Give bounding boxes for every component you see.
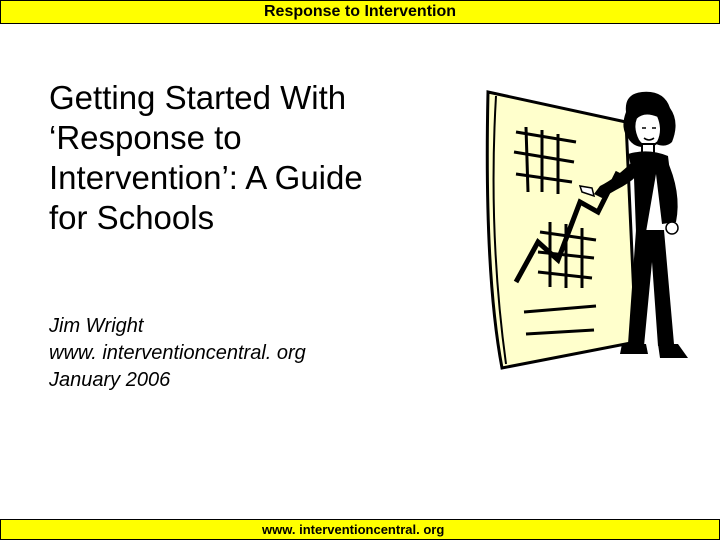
slide-title <box>49 78 469 238</box>
presentation-date: January 2006 <box>49 369 171 391</box>
header-banner <box>0 0 720 24</box>
title-line-1: Getting Started With <box>49 79 347 116</box>
author-website: www. interventioncentral. org <box>49 342 306 364</box>
title-line-2: ‘Response to <box>49 119 242 156</box>
title-line-3: Intervention’: A Guide <box>49 159 363 196</box>
author-name: Jim Wright <box>49 315 144 337</box>
chart-paper-icon <box>487 92 636 368</box>
header-title: Response to Intervention <box>263 3 457 20</box>
footer-url[interactable]: www. interventioncentral. org <box>262 522 445 537</box>
title-line-4: for Schools <box>49 199 215 236</box>
author-block <box>49 313 306 394</box>
presenter-with-chart-icon <box>476 82 708 374</box>
